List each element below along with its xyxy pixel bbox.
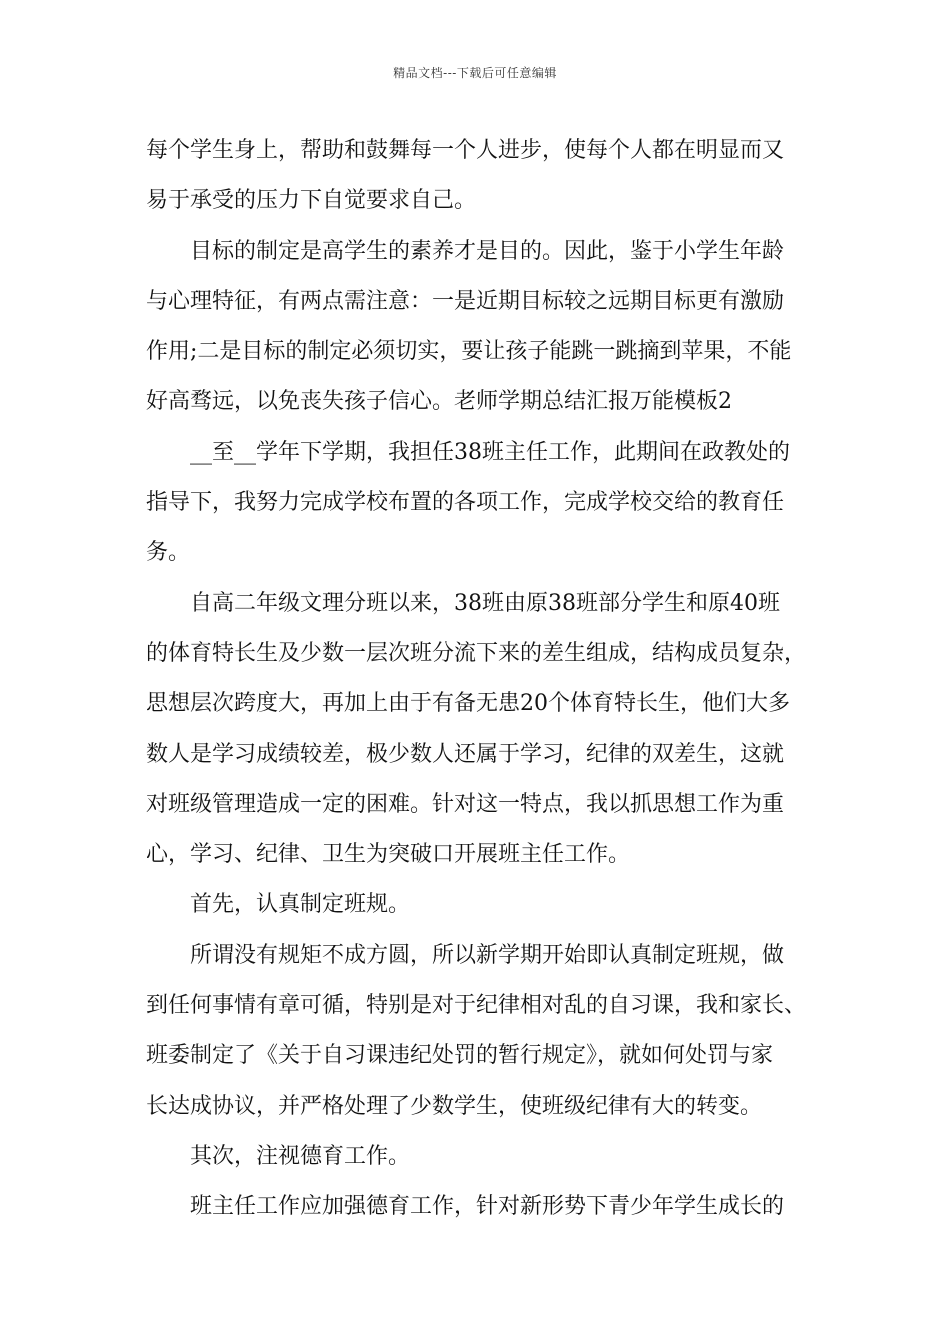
text-line: 与心理特征，有两点需注意：一是近期目标较之远期目标更有激励 [146, 288, 785, 314]
text-line: 每个学生身上，帮助和鼓舞每一个人进步，使每个人都在明显而又 [146, 138, 785, 163]
paragraph-start-line: 目标的制定是高学生的素养才是目的。因此，鉴于小学生年龄 [190, 238, 785, 264]
text-line: 数人是学习成绩较差，极少数人还属于学习，纪律的双差生，这就 [146, 741, 785, 767]
text-line: 对班级管理造成一定的困难。针对这一特点，我以抓思想工作为重 [146, 791, 785, 817]
paragraph-start-line: 班主任工作应加强德育工作，针对新形势下青少年学生成长的 [190, 1194, 785, 1220]
text-line: 长达成协议，并严格处理了少数学生，使班级纪律有大的转变。 [146, 1093, 763, 1119]
text-line: 指导下，我努力完成学校布置的各项工作，完成学校交给的教育任 [146, 490, 785, 516]
text-line: 班委制定了《关于自习课违纪处罚的暂行规定》，就如何处罚与家 [146, 1043, 774, 1069]
paragraph-start-line: __至__学年下学期，我担任38班主任工作，此期间在政教处的 [190, 439, 790, 465]
text-line: 到任何事情有章可循，特别是对于纪律相对乱的自习课，我和家长、 [146, 993, 807, 1019]
paragraph-start-line: 自高二年级文理分班以来，38班由原38班部分学生和原40班 [190, 590, 780, 616]
paragraph-start-line: 所谓没有规矩不成方圆，所以新学期开始即认真制定班规，做 [190, 942, 785, 968]
document-body [146, 126, 816, 1233]
paragraph-start-line: 其次，注视德育工作。 [190, 1143, 411, 1169]
paragraph-start-line: 首先，认真制定班规。 [190, 892, 411, 918]
text-line: 的体育特长生及少数一层次班分流下来的差生组成，结构成员复杂， [146, 640, 807, 666]
text-line: 好高骛远，以免丧失孩子信心。老师学期总结汇报万能模板2 [146, 389, 732, 415]
text-line: 务。 [146, 540, 191, 566]
text-line: 心，学习、纪律、卫生为突破口开展班主任工作。 [146, 842, 631, 868]
text-line: 易于承受的压力下自觉要求自己。 [146, 188, 477, 214]
text-line: 思想层次跨度大，再加上由于有备无患20个体育特长生，他们大多 [146, 691, 790, 717]
text-line: 作用;二是目标的制定必须切实，要让孩子能跳一跳摘到苹果，不能 [146, 339, 792, 365]
page-header: 精品文档---下载后可任意编辑 [393, 66, 557, 80]
